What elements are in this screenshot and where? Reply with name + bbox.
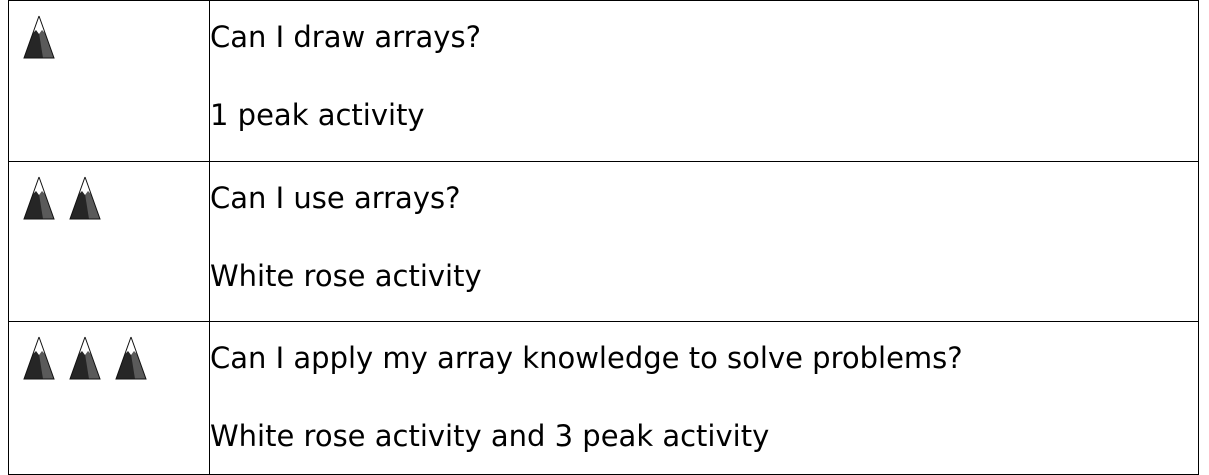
peak-icons [9, 322, 209, 380]
peak-cell [9, 1, 210, 162]
question-text: Can I use arrays? [210, 181, 461, 215]
table-row [9, 1, 1199, 162]
peak-icons [9, 162, 209, 220]
peak-cell [9, 162, 210, 322]
mountain-peak-icon [115, 336, 147, 380]
activity-text: White rose activity and 3 peak activity [210, 419, 770, 453]
text-cell [210, 322, 1199, 475]
activity-text: White rose activity [210, 259, 482, 293]
mountain-peak-icon [23, 15, 55, 59]
peak-icons [9, 1, 209, 59]
question-text: Can I draw arrays? [210, 20, 481, 54]
mountain-peak-icon [69, 176, 101, 220]
table-row [9, 162, 1199, 322]
peak-cell [9, 322, 210, 475]
text-cell [210, 1, 1199, 162]
mountain-peak-icon [23, 176, 55, 220]
table-row [9, 322, 1199, 475]
mountain-peak-icon [69, 336, 101, 380]
mountain-peak-icon [23, 336, 55, 380]
activity-text: 1 peak activity [210, 98, 425, 132]
question-text: Can I apply my array knowledge to solve problems? [210, 341, 963, 375]
challenge-table [8, 0, 1199, 475]
text-cell [210, 162, 1199, 322]
